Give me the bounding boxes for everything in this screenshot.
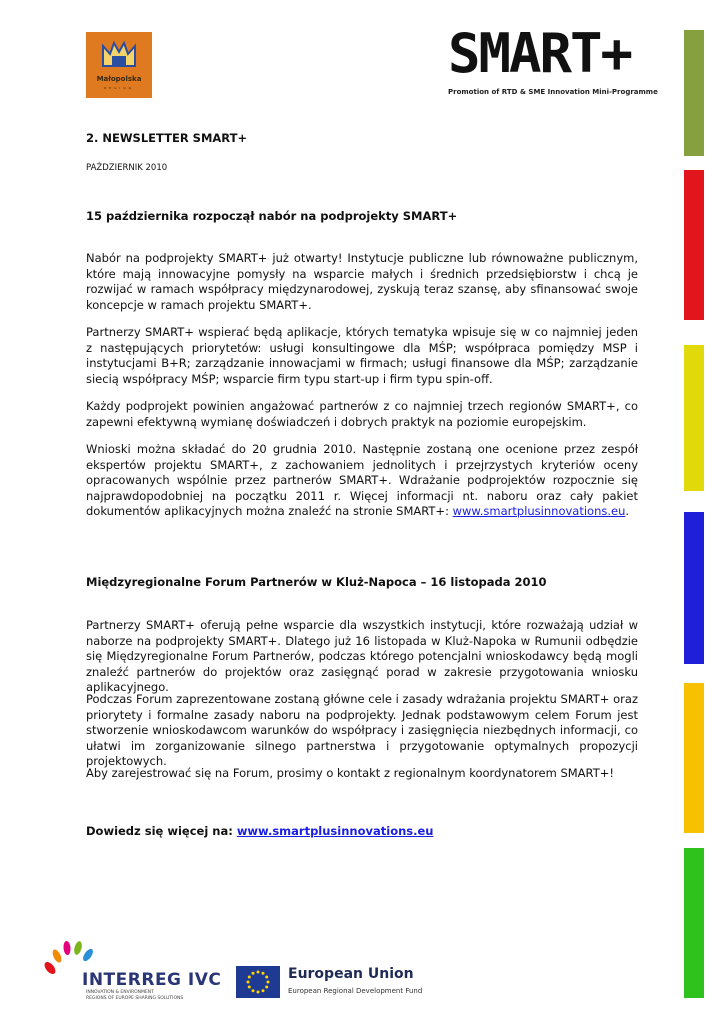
color-stripe-lightgreen [684,848,704,998]
eu-flag-icon [236,966,280,998]
section2-paragraph-2: Podczas Forum zaprezentowane zostaną główne cele i zasady wdrażania projektu SMART+ oraz priorytety i formalne zasady naboru na podprojekty. Jednak podstawowym celem Forum jest stworzenie wnioskodawcom warunków do współpracy i zasięgnięcia niezbędnych informacji, co ułatwi im zorganizowanie silnego partnerstwa i przygotowanie optymalnych propozycji projektowych. [86,692,638,768]
interreg-line-1: INNOVATION & ENVIRONMENT [86,990,154,995]
european-union-logo [236,966,436,1000]
section1-title: 15 października rozpoczął nabór na podprojekty SMART+ [86,209,458,223]
malopolska-logo-subtext: REGION [104,86,134,90]
section1-paragraph-4-text: Wnioski można składać do 20 grudnia 2010. Następnie zostaną one ocenione przez zespół ekspertów projektu SMART+, z zachowaniem jednolitych i przejrzystych kryteriów oceny opracowanych wspólnie przez partnerów SMART+. Wdrażanie podprojektów rozpocznie się najprawdopodobniej na początku 2011 r. Więcej informacji nt. naboru oraz cały pakiet dokumentów aplikacyjnych można znaleźć na stronie SMART+: [86,442,638,518]
interreg-logo [40,940,230,1004]
section1-paragraph-3: Każdy podprojekt powinien angażować partnerów z co najmniej trzech regionów SMART+, co zapewni efektywną wymianę doświadczeń i dobrych praktyk na poziomie europejskim. [86,399,638,429]
interreg-name: INTERREG IVC [82,970,222,990]
section1-paragraph-4-end: . [625,504,630,518]
color-stripe-yellow [684,345,704,491]
malopolska-logo [86,32,152,98]
eu-fund-name: European Regional Development Fund [288,987,423,995]
more-info-line [86,824,433,838]
eu-name: European Union [288,966,414,982]
section1-paragraph-4 [86,442,638,520]
color-stripe-orange [684,683,704,833]
smart-website-link[interactable]: www.smartplusinnovations.eu [452,504,626,518]
smart-plus-logo-text: SMART+ [448,22,632,85]
more-info-link[interactable]: www.smartplusinnovations.eu [236,824,434,838]
malopolska-logo-text: Małopolska [96,75,142,83]
more-info-label: Dowiedz się więcej na: [86,824,237,838]
section1-paragraph-2: Partnerzy SMART+ wspierać będą aplikacje, których tematyka wpisuje się w co najmniej jeden z następujących priorytetów: usługi konsultingowe dla MŚP; współpraca pomiędzy MSP i instytucjami B+R; zarządzanie innowacjami w firmach; usługi finansowe dla MŚP; zarządzanie siecią współpracy MŚP; wsparcie firm typu start-up i firm typu spin-off. [86,325,638,386]
section2-paragraph-1: Partnerzy SMART+ oferują pełne wsparcie dla wszystkich instytucji, które rozważają udział w naborze na podprojekty SMART+. Dlatego już 16 listopada w Kluż-Napoka w Rumunii odbędzie się Międzyregionalne Forum Partnerów, podczas którego potencjalni wnioskodawcy będą mogli znaleźć partnerów do projektów oraz zasięgnąć porad w zakresie przygotowania wniosku aplikacyjnego. [86,618,638,694]
section2-paragraph-3: Aby zarejestrować się na Forum, prosimy o kontakt z regionalnym koordynatorem SMART+! [86,766,614,780]
interreg-line-2: REGIONS OF EUROPE SHARING SOLUTIONS [86,996,184,1001]
crown-icon [100,40,138,70]
newsletter-heading: 2. NEWSLETTER SMART+ [86,131,248,145]
smart-plus-tagline: Promotion of RTD & SME Innovation Mini-Programme [448,88,658,96]
section2-title: Międzyregionalne Forum Partnerów w Kluż-Napoca – 16 listopada 2010 [86,575,547,589]
color-stripe-red [684,170,704,320]
smart-plus-logo [448,22,660,102]
section1-paragraph-1: Nabór na podprojekty SMART+ już otwarty! Instytucje publiczne lub równoważne publicznym, które mają innowacyjne pomysły na wsparcie małych i średnich przedsiębiorstw i chcą je rozwijać w ramach współpracy międzynarodowej, zyskują teraz szansę, aby sfinansować swoje koncepcje w ramach projektu SMART+. [86,251,638,312]
color-stripe-blue [684,512,704,664]
newsletter-date: PAŹDZIERNIK 2010 [86,163,168,173]
color-stripe-green [684,30,704,156]
